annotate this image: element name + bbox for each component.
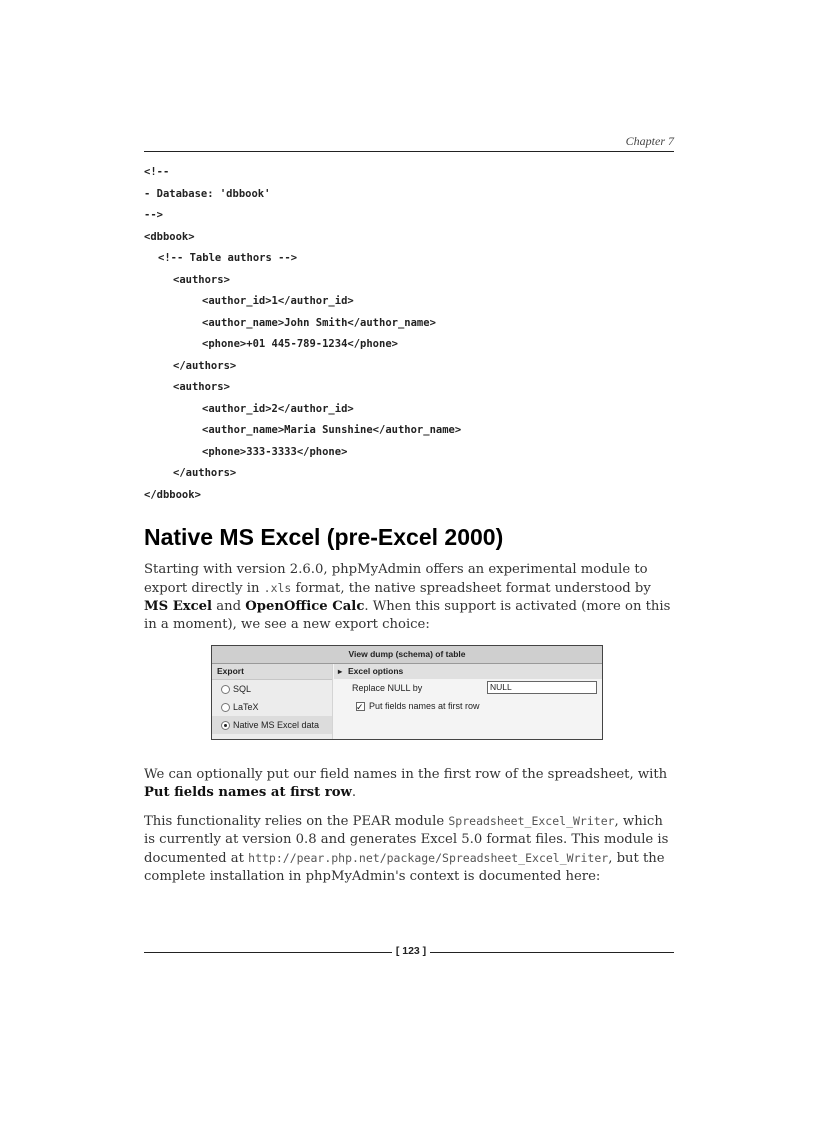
- radio-sql[interactable]: [212, 680, 332, 698]
- code-line: <!--: [144, 166, 170, 178]
- inline-code: Spreadsheet_Excel_Writer: [448, 814, 615, 828]
- radio-button[interactable]: [221, 685, 230, 694]
- code-line: </dbbook>: [144, 488, 201, 501]
- code-line: <dbbook>: [144, 230, 195, 243]
- code-line: <author_id>1</author_id>: [202, 295, 354, 307]
- text-run: Starting with version 2.6.0, phpMyAdmin offers an experimental module to export directly in: [144, 562, 648, 596]
- put-fields-checkbox[interactable]: [356, 702, 365, 711]
- dump-panel-title: View dump (schema) of table: [212, 646, 602, 664]
- text-run: format, the native spreadsheet format understood by: [291, 581, 651, 596]
- bold-term: OpenOffice Calc: [245, 599, 365, 614]
- bold-term: MS Excel: [144, 599, 213, 614]
- footer-rule-left: [144, 952, 392, 953]
- text-run: and: [212, 599, 246, 614]
- section-heading: Native MS Excel (pre-Excel 2000): [144, 524, 504, 550]
- header-rule: [144, 151, 674, 152]
- export-format-panel: [212, 664, 333, 739]
- text-run: , which is currently at version 0.8 and generates Excel 5.0 format files. This module is documented at: [144, 814, 669, 866]
- replace-null-label: Replace NULL by: [352, 683, 423, 693]
- running-header-chapter: Chapter 7: [625, 134, 674, 148]
- radio-button-selected[interactable]: [221, 721, 230, 730]
- xml-code-block: [144, 162, 461, 506]
- code-line: <authors>: [173, 273, 230, 286]
- pear-module-paragraph: [144, 812, 674, 886]
- code-line: <!-- Table authors -->: [158, 252, 298, 264]
- text-run: . When this support is activated (more on this in a moment), we see a new export choice:: [144, 599, 671, 632]
- code-line: </authors>: [173, 359, 237, 372]
- put-fields-row[interactable]: [334, 697, 602, 715]
- excel-options-panel: [334, 664, 602, 739]
- radio-label: SQL: [233, 684, 252, 694]
- code-line: <author_name>John Smith</author_name>: [202, 316, 436, 329]
- replace-null-row: [334, 679, 602, 697]
- radio-latex[interactable]: [212, 698, 332, 716]
- radio-label: LaTeX: [233, 702, 259, 712]
- text-run: .: [351, 785, 357, 800]
- code-line: <phone>+01 445-789-1234</phone>: [202, 338, 398, 350]
- excel-options-label: Excel options: [348, 666, 404, 676]
- code-line: <phone>333-3333</phone>: [202, 445, 348, 458]
- text-run: We can optionally put our field names in the first row of the spreadsheet, with: [144, 767, 668, 782]
- bold-term: Put fields names at first row: [144, 785, 352, 800]
- code-line: -->: [144, 209, 163, 221]
- code-line: <author_name>Maria Sunshine</author_name>: [202, 424, 462, 436]
- radio-label: Native MS Excel data: [233, 720, 320, 730]
- code-line: - Database: 'dbbook': [144, 187, 271, 200]
- code-line: </authors>: [173, 467, 237, 479]
- radio-native-excel[interactable]: [212, 716, 332, 734]
- excel-options-title: [334, 664, 602, 679]
- radio-button[interactable]: [221, 703, 230, 712]
- text-run: , but the complete installation in phpMyAdmin's context is documented here:: [144, 851, 665, 884]
- export-screenshot: [211, 645, 603, 740]
- code-line: <author_id>2</author_id>: [202, 402, 354, 415]
- intro-paragraph: [144, 561, 674, 634]
- text-run: This functionality relies on the PEAR module: [144, 814, 449, 829]
- export-label: Export: [212, 664, 332, 680]
- inline-code: .xls: [263, 581, 292, 595]
- replace-null-input[interactable]: NULL: [487, 681, 597, 694]
- put-fields-label: Put fields names at first row: [369, 701, 480, 711]
- expand-arrow-icon: ▸: [338, 667, 343, 676]
- page-number: [ 123 ]: [395, 945, 427, 957]
- code-line: <authors>: [173, 381, 230, 393]
- footer-rule-right: [430, 952, 674, 953]
- inline-code-url: http://pear.php.net/package/Spreadsheet_Excel_Writer: [248, 851, 609, 865]
- field-names-paragraph: [144, 766, 674, 802]
